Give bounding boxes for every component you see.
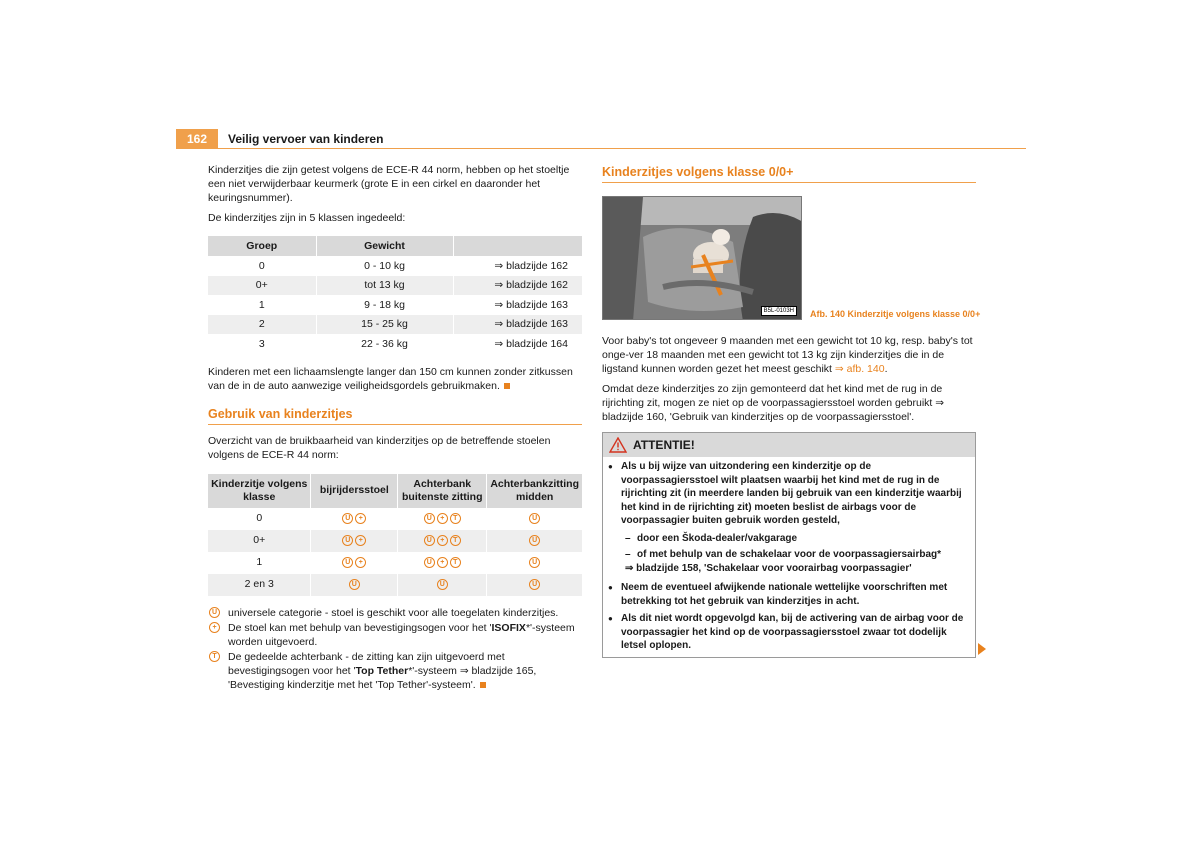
col-header: Achterbankzitting midden (487, 474, 582, 508)
section-heading: Kinderzitjes volgens klasse 0/0+ (602, 165, 976, 183)
isofix-icon: + (437, 535, 448, 546)
warning-header (603, 433, 975, 457)
legend-bold-term: Top Tether (355, 664, 409, 677)
table-cell: 1 (256, 555, 263, 568)
table-row (208, 530, 582, 552)
universal-icon: U (529, 579, 540, 590)
right-column (602, 163, 976, 320)
table-row (208, 295, 582, 315)
universal-icon: U (529, 557, 540, 568)
universal-icon: U (529, 535, 540, 546)
isofix-icon: + (355, 557, 366, 568)
legend-item-isofix (208, 621, 582, 649)
table-cell: 0 (258, 259, 265, 272)
paragraph: Omdat deze kinderzitjes zo zijn gemonteerd dat het kind met de rug in de rijrichting zit, mogen ze niet op de voorpassagiersstoel worden gebruikt ⇒ bladzijde 160, 'Gebruik van kinderzitjes op de voorpassagiersstoel'. (602, 383, 945, 423)
warning-triangle-icon (609, 437, 627, 453)
table-cell (398, 552, 487, 574)
table-cell (487, 508, 582, 530)
table-cell: 3 (258, 337, 265, 350)
universal-icon: U (342, 535, 353, 546)
legend-text: *'-systeem ⇒ bladzijde 165, 'Bevestiging kinderzitje met het 'Top Tether'-systeem'. (228, 664, 537, 691)
isofix-icon: + (437, 513, 448, 524)
top-tether-icon: T (450, 535, 461, 546)
paragraph-text: Voor baby's tot ongeveer 9 maanden met een gewicht tot 10 kg, resp. baby's tot onge-ver 18 maanden met een gewicht tot 13 kg zijn kinderzitjes die in de ligstand kunnen worden gezet het meest geschikt (602, 335, 973, 375)
table-cell: tot 13 kg (316, 276, 453, 296)
universal-icon: U (209, 607, 220, 618)
table-row (208, 315, 582, 335)
page-reference-link[interactable]: ⇒ bladzijde 162 (453, 256, 582, 276)
table-cell: 1 (258, 298, 265, 311)
col-header: Kinderzitje volgens klasse (208, 474, 311, 508)
top-tether-icon: T (450, 513, 461, 524)
table-cell (398, 508, 487, 530)
universal-icon: U (342, 513, 353, 524)
col-header: Groep (208, 236, 316, 256)
col-header: Achterbank buitenste zitting (398, 474, 487, 508)
legend-item-top-tether (208, 650, 582, 692)
child-seat-figure (602, 196, 802, 320)
page-reference-link[interactable]: ⇒ bladzijde 158, 'Schakelaar voor voorairbag voorpassagier' (625, 562, 912, 574)
isofix-icon: + (355, 535, 366, 546)
next-page-arrow-icon[interactable] (978, 643, 986, 655)
legend-text: De stoel kan met behulp van bevestigingsogen voor het ' (228, 621, 492, 634)
table-row (208, 276, 582, 296)
table-cell (398, 574, 487, 596)
warning-bullet: ● Als u bij wijze van uitzondering een kinderzitje op de voorpassagiersstoel wilt plaatsen waarbij het kind met de rug in de rijrichting zit (in meerdere landen bij gebruik van een kinderzitje waarbij het kind in de rijrichting zit) moeten beslist de airbags voor de voorpassagier buiten gebruik worden gesteld, (607, 460, 971, 528)
col-header: Gewicht (316, 236, 453, 256)
table-row (208, 256, 582, 276)
table-cell: 9 - 18 kg (316, 295, 453, 315)
table-cell: 0 (256, 511, 263, 524)
warning-box (602, 432, 976, 658)
universal-icon: U (424, 513, 435, 524)
col-header: bijrijdersstoel (311, 474, 398, 508)
page-reference-link[interactable]: ⇒ bladzijde 164 (453, 334, 582, 354)
page-number: 162 (176, 129, 218, 149)
warning-body (603, 457, 975, 657)
table-cell (311, 552, 398, 574)
figure-caption: Afb. 140 Kinderzitje volgens klasse 0/0+ (810, 309, 981, 319)
table-cell: 0 - 10 kg (316, 256, 453, 276)
end-of-section-square-icon (504, 383, 510, 389)
table-row (208, 508, 582, 530)
right-column-text (602, 334, 976, 658)
intro-paragraph: Kinderzitjes die zijn getest volgens de ECE-R 44 norm, hebben op het stoeltje een niet verwijderbaar keurmerk (grote E in een cirkel en daaronder het keuringsnummer). (208, 164, 570, 204)
child-seat-illustration (603, 197, 802, 320)
universal-icon: U (342, 557, 353, 568)
length-note (208, 365, 582, 393)
table-cell: 2 (208, 315, 316, 335)
table-cell (311, 508, 398, 530)
page-reference-link[interactable]: ⇒ bladzijde 162 (453, 276, 582, 296)
seat-suitability-table (208, 474, 582, 596)
universal-icon: U (424, 535, 435, 546)
page-reference-link[interactable]: ⇒ bladzijde 163 (453, 295, 582, 315)
warning-dash-item: – door een Škoda-dealer/vakgarage (607, 532, 971, 546)
isofix-icon: + (437, 557, 448, 568)
weight-class-table (208, 236, 582, 354)
warning-bullet: ● Als dit niet wordt opgevolgd kan, bij de activering van de airbag voor de voorpassagier het kind op de voorpassagiersstoel zwaar tot dodelijk letsel oplopen. (607, 612, 971, 653)
table-cell (487, 574, 582, 596)
legend-item-universal (208, 606, 582, 620)
figure-reference-link[interactable]: ⇒ afb. 140 (834, 363, 885, 375)
table-header-row (208, 474, 582, 508)
table-row (208, 552, 582, 574)
header-rule (218, 148, 1026, 149)
legend-bold-term: ISOFIX (491, 621, 526, 634)
page-title: Veilig vervoer van kinderen (228, 132, 384, 146)
paragraph-text: . (884, 363, 888, 375)
universal-icon: U (424, 557, 435, 568)
table-cell: 15 - 25 kg (316, 315, 453, 335)
table-row (208, 334, 582, 354)
warning-dash-item: – of met behulp van de schakelaar voor de voorpassagiersairbag* (607, 548, 971, 562)
section-heading: Gebruik van kinderzitjes (208, 407, 582, 425)
table-cell (311, 530, 398, 552)
length-note-text: Kinderen met een lichaamslengte langer dan 150 cm kunnen zonder zitkussen van de in de auto aanwezige veiligheidsgordels gebruikmaken. (208, 365, 573, 392)
warning-title: ATTENTIE! (633, 438, 695, 452)
table-cell (487, 552, 582, 574)
paragraph (602, 334, 976, 376)
table-cell (311, 574, 398, 596)
page-reference-link[interactable]: ⇒ bladzijde 163 (453, 315, 582, 335)
section-intro: Overzicht van de bruikbaarheid van kinderzitjes op de betreffende stoelen volgens de ECE-R 44 norm: (208, 434, 551, 461)
legend-text: *'-systeem worden uitgevoerd. (228, 621, 575, 648)
table-cell (398, 530, 487, 552)
table-cell: 2 en 3 (208, 574, 311, 596)
isofix-icon: + (209, 622, 220, 633)
table-cell: 0+ (208, 530, 311, 552)
universal-icon: U (349, 579, 360, 590)
universal-icon: U (437, 579, 448, 590)
classes-line: De kinderzitjes zijn in 5 klassen ingedeeld: (208, 212, 406, 224)
table-cell (487, 530, 582, 552)
top-tether-icon: T (209, 651, 220, 662)
table-cell: 22 - 36 kg (316, 334, 453, 354)
table-row (208, 574, 582, 596)
universal-icon: U (529, 513, 540, 524)
warning-bullet: ● Neem de eventueel afwijkende nationale wettelijke voorschriften met betrekking tot het gebruik van kinderzitjes in acht. (607, 581, 971, 608)
isofix-icon: + (355, 513, 366, 524)
figure-code: B5L-0103H (761, 306, 797, 316)
left-column (208, 163, 582, 693)
table-cell: 0+ (208, 276, 316, 296)
symbol-legend (208, 606, 582, 692)
col-header (453, 236, 582, 256)
legend-text: universele categorie - stoel is geschikt voor alle toegelaten kinderzitjes. (228, 606, 559, 619)
top-tether-icon: T (450, 557, 461, 568)
table-header-row (208, 236, 582, 256)
legend-text: De gedeelde achterbank - de zitting kan zijn uitgevoerd met bevestigingsogen voor het ' (228, 650, 505, 677)
end-of-section-square-icon (480, 682, 486, 688)
